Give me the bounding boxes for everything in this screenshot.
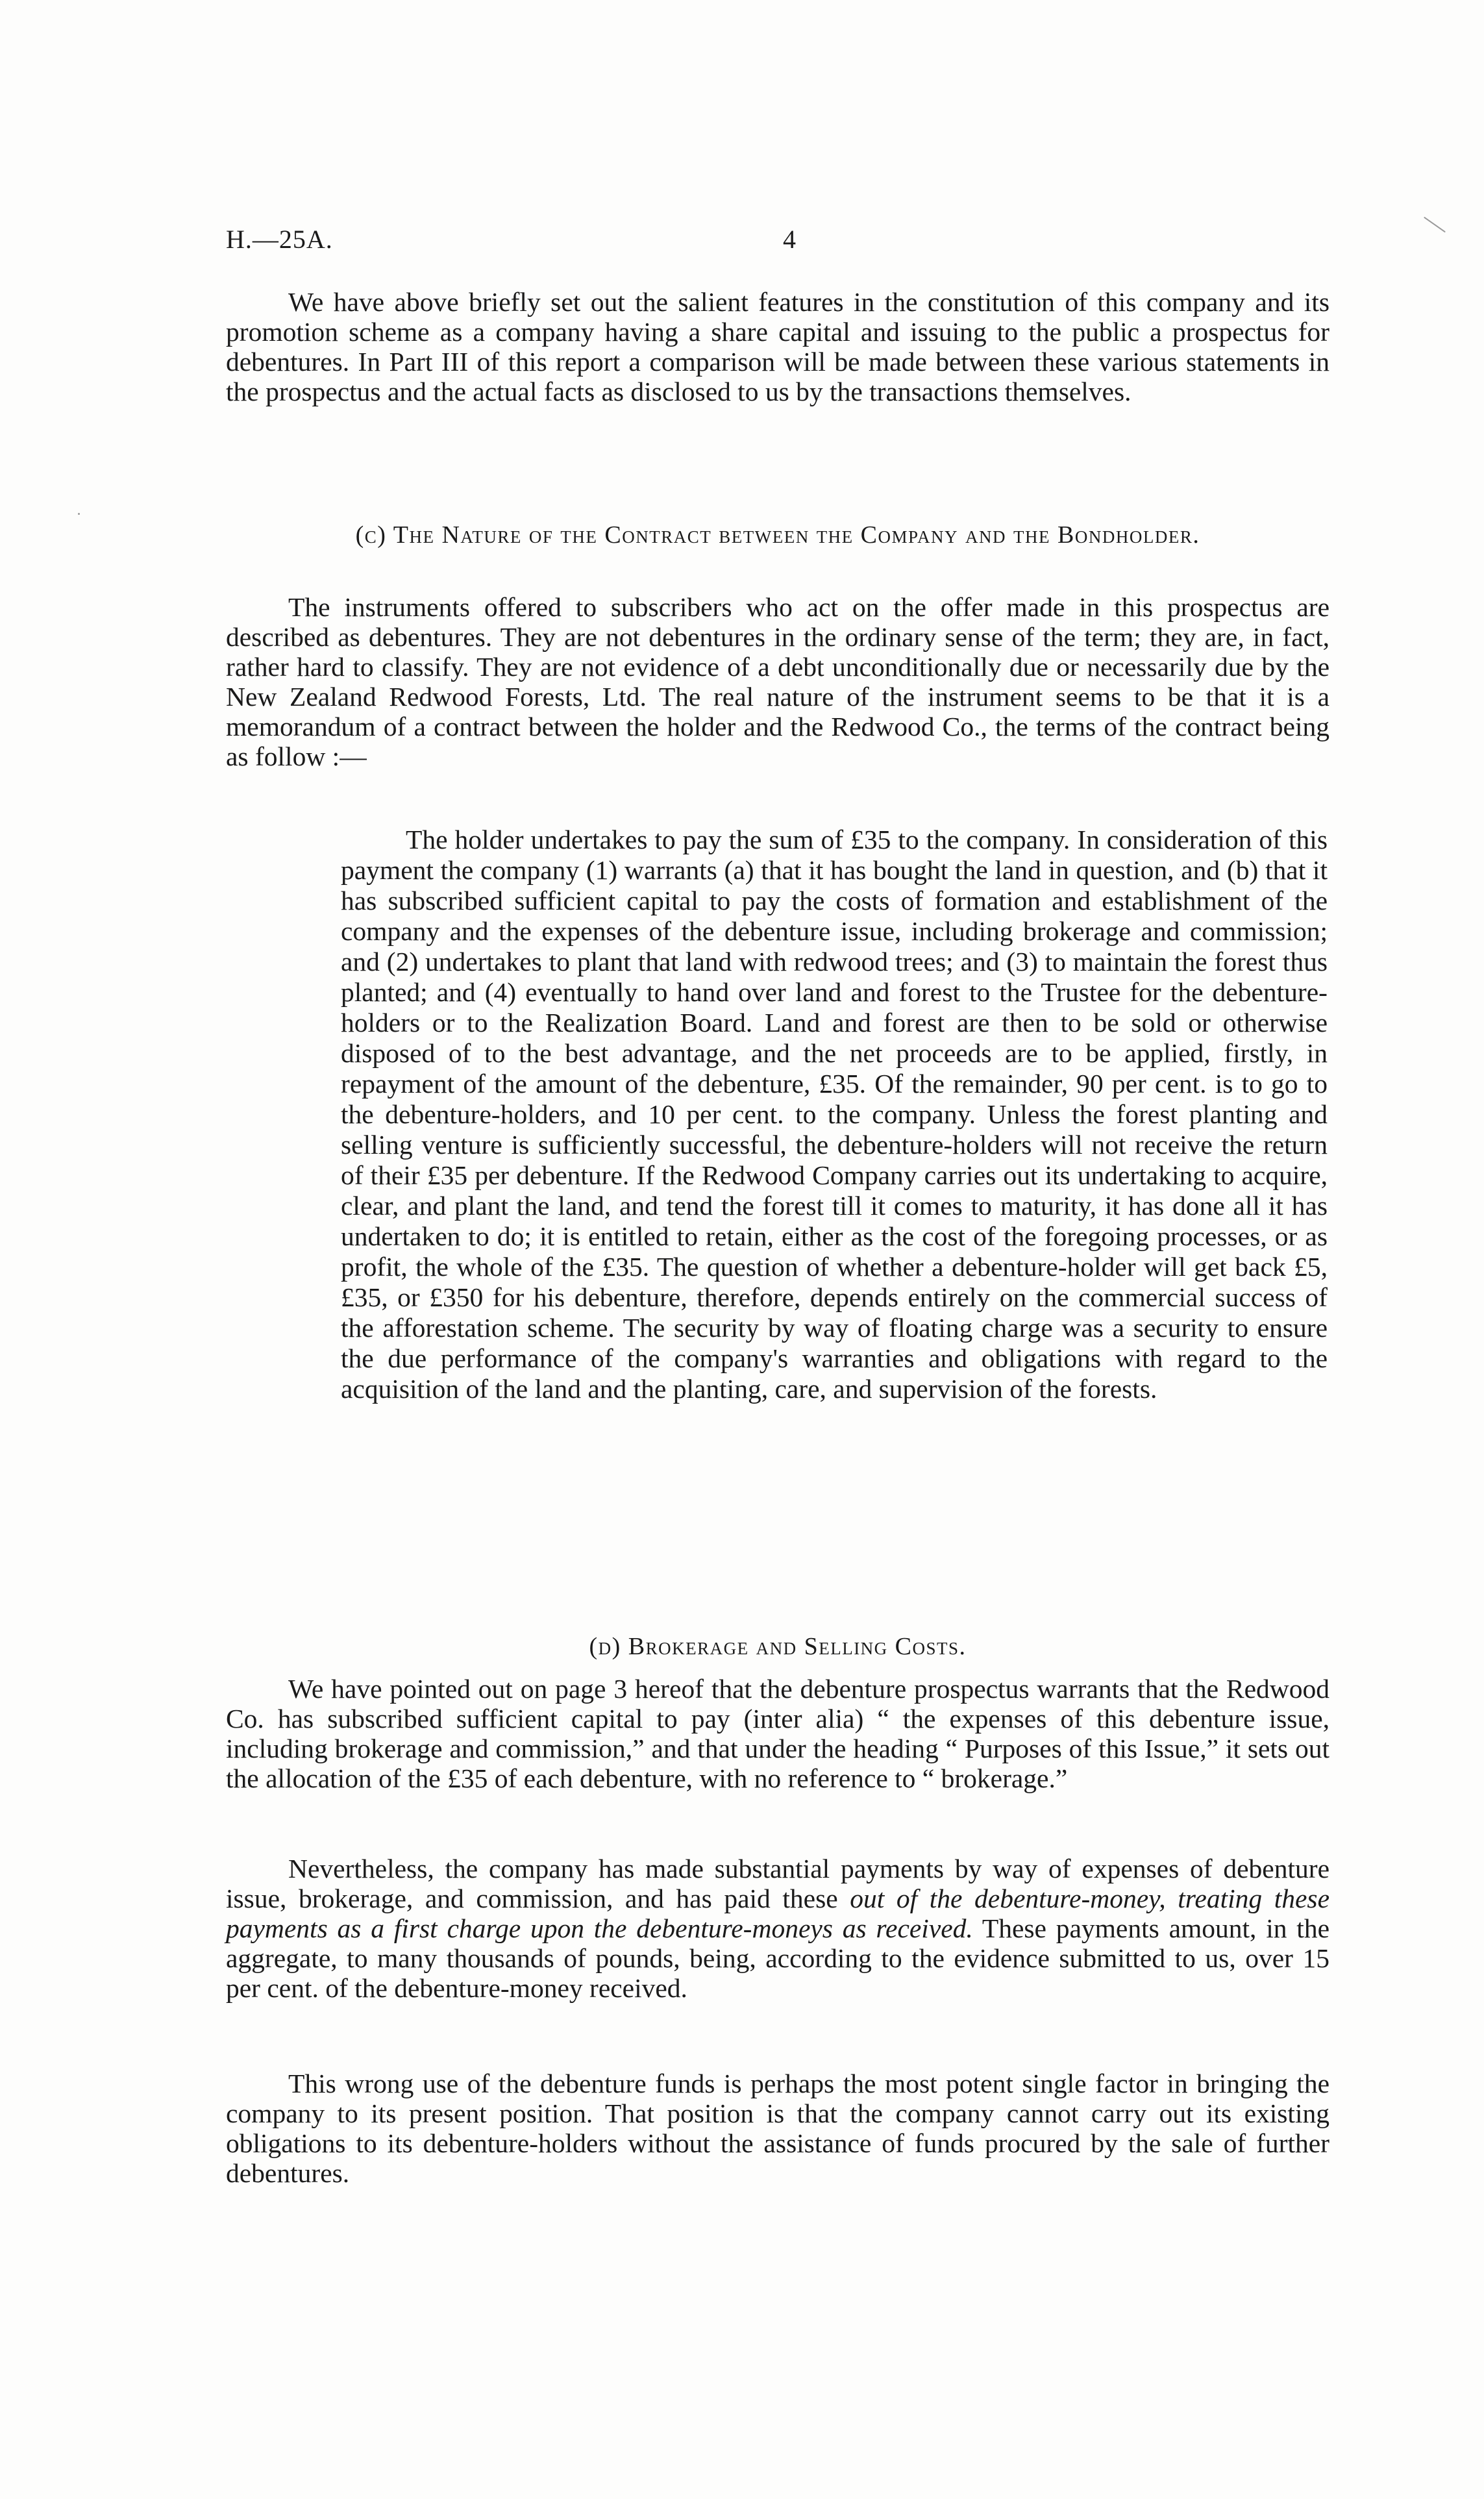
page-number: 4 [783,225,797,254]
section-c-heading: (c) The Nature of the Contract between the Company and the Bondholder. [355,521,1200,549]
section-c-body [226,592,1329,771]
section-d-paragraph-1 [226,1674,1329,1793]
scan-speck [78,513,80,515]
section-d-paragraph-3 [226,2069,1329,2188]
running-header [226,224,1329,263]
document-reference: H.—25A. [226,225,333,254]
brokerage-paragraph-2 [226,1854,1329,2003]
brokerage-paragraph-3: This wrong use of the debenture funds is perhaps the most potent single factor in bringing the company to its present position. That position is that the company cannot carry out its existing obligations to its debenture-holders without the assistance of funds procured by the sale of further debentures. [226,2069,1329,2188]
paragraph-2-end: These payments amount, in the aggregate, to many thousands of pounds, being, according to the evidence submitted to us, over 15 per cent. of the debenture-money received. [226,1913,1329,2003]
intro-section [226,287,1329,406]
paragraph-2-italic: out of the debenture-money, treating these payments as a first charge upon the debenture-moneys as received. [226,1884,1330,1943]
section-d-heading: (d) Brokerage and Selling Costs. [589,1633,967,1660]
intro-paragraph: We have above briefly set out the salient features in the constitution of this company and its promotion scheme as a company having a share capital and issuing to the public a prospectus for debentures. In Part III of this report a comparison will be made between these various statements in the prospectus and the actual facts as disclosed to us by the transactions themselves. [226,287,1329,406]
section-c-paragraph: The instruments offered to subscribers who act on the offer made in this prospectus are described as debentures. They are not debentures in the ordinary sense of the term; they are, in fact, rather hard to classify. They are not evidence of a debt unconditionally due or necessarily due by the New Zealand Redwood Forests, Ltd. The real nature of the instrument seems to be that it is a memorandum of a contract between the holder and the Redwood Co., the terms of the contract being as follow :— [226,592,1329,771]
paragraph-2-start: Nevertheless, the company has made substantial payments by way of expenses of debenture issue, brokerage, and commission, and has paid these [226,1854,1329,1913]
brokerage-paragraph-1: We have pointed out on page 3 hereof that the debenture prospectus warrants that the Redwood Co. has subscribed sufficient capital to pay (inter alia) “ the expenses of this debenture issue, including brokerage and commission,” and that under the heading “ Purposes of this Issue,” it sets out the allocation of the £35 of each debenture, with no reference to “ brokerage.” [226,1674,1329,1793]
scan-mark [1424,217,1446,233]
contract-terms-block [341,825,1328,1404]
contract-terms-paragraph: The holder undertakes to pay the sum of £35 to the company. In consideration of this payment the company (1) warrants (a) that it has bought the land in question, and (b) that it has subscribed sufficient capital to pay the costs of formation and establishment of the company and the expenses of the debenture issue, including brokerage and commission; and (2) undertakes to plant that land with redwood trees; and (3) to maintain the forest thus planted; and (4) eventually to hand over land and forest to the Trustee for the debenture-holders or to the Realization Board. Land and forest are then to be sold or otherwise disposed of to the best advantage, and the net proceeds are to be applied, firstly, in repayment of the amount of the debenture, £35. Of the remainder, 90 per cent. is to go to the debenture-holders, and 10 per cent. to the company. Unless the forest planting and selling venture is sufficiently successful, the debenture-holders will not receive the return of their £35 per debenture. If the Redwood Company carries out its undertaking to acquire, clear, and plant the land, and tend the forest till it comes to maturity, it has done all it has undertaken to do; it is entitled to retain, either as the cost of the foregoing processes, or as profit, the whole of the £35. The question of whether a debenture-holder will get back £5, £35, or £350 for his debenture, therefore, depends entirely on the commercial success of the afforestation scheme. The security by way of floating charge was a security to ensure the due performance of the company's warranties and obligations with regard to the acquisition of the land and the planting, care, and supervision of the forests. [341,825,1328,1404]
section-d-paragraph-2 [226,1854,1329,2003]
